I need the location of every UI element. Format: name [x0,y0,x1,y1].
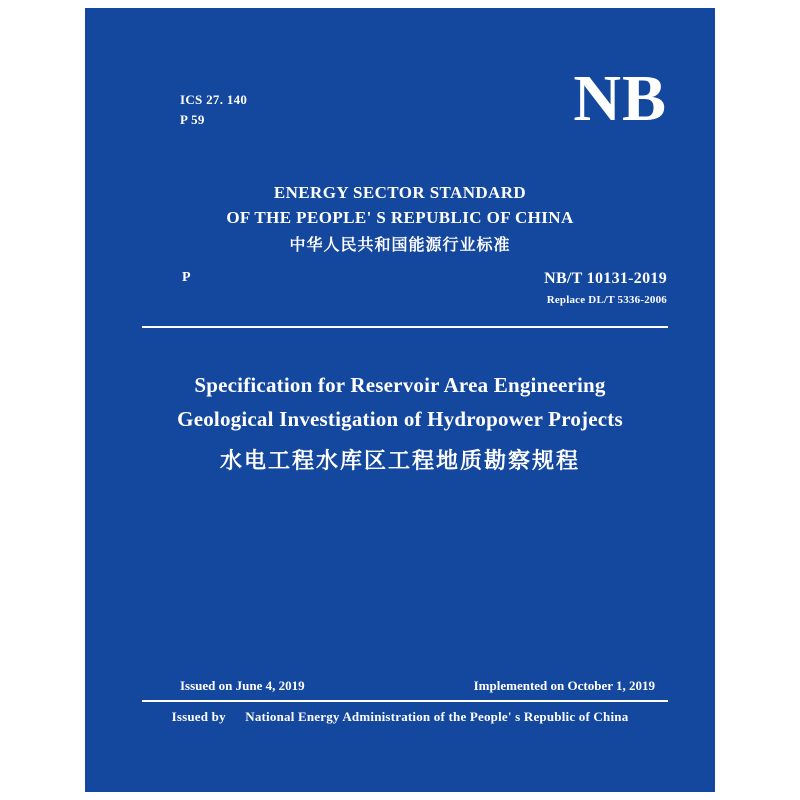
ics-code: ICS 27. 140 [180,92,248,107]
code-prefix: P [182,270,191,285]
standard-title-cn: 中华人民共和国能源行业标准 [289,235,511,254]
issuer-row [85,709,715,725]
issuer-name: National Energy Administration of the People' s Republic of China [245,709,629,724]
issuer-label: Issued by [171,709,226,724]
subject-title-en-line1: Specification for Reservoir Area Engineering [194,373,606,397]
standard-title-en-line2: OF THE PEOPLE' S REPUBLIC OF CHINA [226,208,574,227]
nb-logo: NB [573,62,667,135]
implemented-date: Implemented on October 1, 2019 [473,678,655,693]
code-main [544,270,667,306]
classification-code: P 59 [180,112,205,127]
subject-title-block [85,368,715,482]
dates-row [180,678,655,694]
divider-top [142,326,668,328]
divider-bottom [142,700,668,702]
ics-block [180,90,247,130]
standard-title-en-line1: ENERGY SECTOR STANDARD [273,183,527,202]
subject-title-cn: 水电工程水库区工程地质勘察规程 [219,449,580,474]
standard-title-block [85,180,715,260]
subject-title-en-line2: Geological Investigation of Hydropower Projects [177,407,623,431]
replaced-standard: Replace DL/T 5336-2006 [546,294,667,306]
standard-cover [85,8,715,792]
standard-code-row [85,270,715,320]
issued-date: Issued on June 4, 2019 [180,678,305,693]
standard-number: NB/T 10131-2019 [544,270,667,287]
